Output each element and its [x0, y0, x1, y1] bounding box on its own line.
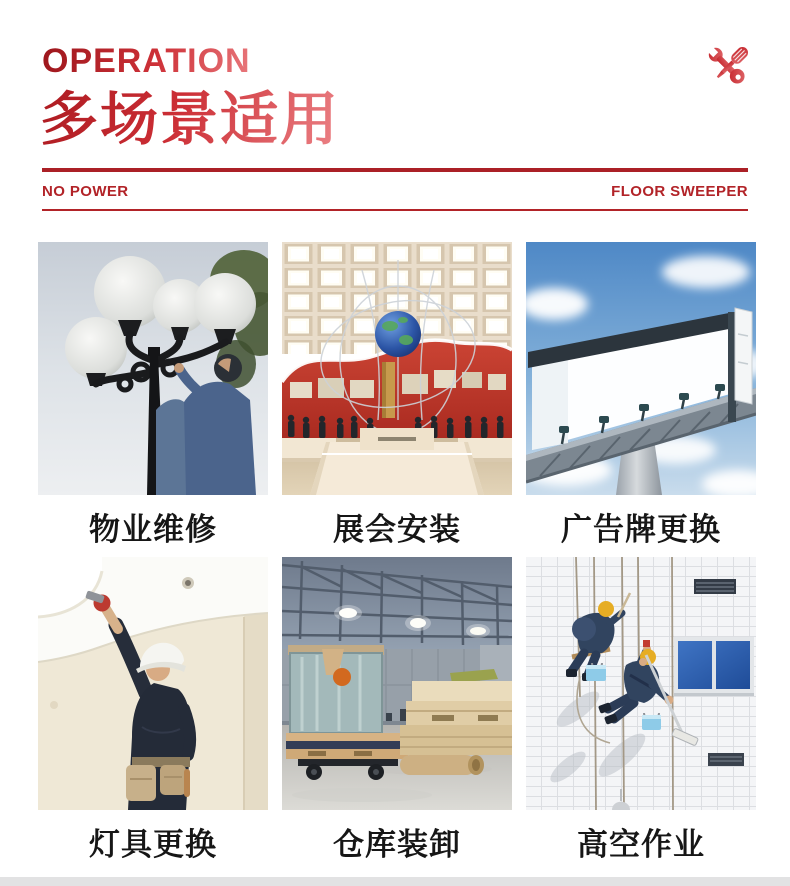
- ceiling-light-work-photo: [38, 557, 268, 810]
- bottom-gray-bar: [0, 877, 790, 886]
- street-lamp-repair-photo: [38, 242, 268, 495]
- worker-front: [184, 382, 256, 495]
- exhibition-hall-photo: [282, 242, 512, 495]
- scenario-grid: [38, 242, 756, 872]
- grid-item-billboard-replace: [526, 242, 756, 557]
- blank-billboard-photo: [526, 242, 756, 495]
- yellow-helmet: [598, 601, 614, 617]
- caption-exhibition-install: 展会安装: [333, 511, 461, 547]
- page-title: 多场景适用: [40, 87, 341, 152]
- rope-access-work-photo: [526, 557, 756, 810]
- right-sub-label: FLOOR SWEEPER: [611, 183, 748, 200]
- grid-item-lamp-replace: [38, 557, 268, 872]
- globe-sculpture: [375, 311, 421, 357]
- grid-item-warehouse: [282, 557, 512, 872]
- sub-labels-row: [42, 183, 748, 200]
- caption-lamp-replace: 灯具更换: [89, 826, 217, 862]
- warehouse-loading-photo: [282, 557, 512, 810]
- eyebrow-title: OPERATION: [42, 42, 251, 80]
- grid-item-rope-access: [526, 557, 756, 872]
- vent-lower: [708, 753, 744, 766]
- left-sub-label: NO POWER: [42, 183, 129, 200]
- caption-property-maintenance: 物业维修: [89, 511, 217, 547]
- wrench-screwdriver-icon: [702, 40, 754, 94]
- caption-rope-access: 高空作业: [577, 826, 705, 862]
- caption-billboard-replace: 广告牌更换: [561, 511, 721, 547]
- grid-item-exhibition-install: [282, 242, 512, 557]
- caption-warehouse: 仓库装卸: [333, 826, 461, 862]
- grid-item-property-maintenance: [38, 242, 268, 557]
- divider-bottom: [42, 209, 748, 211]
- divider-top: [42, 168, 748, 172]
